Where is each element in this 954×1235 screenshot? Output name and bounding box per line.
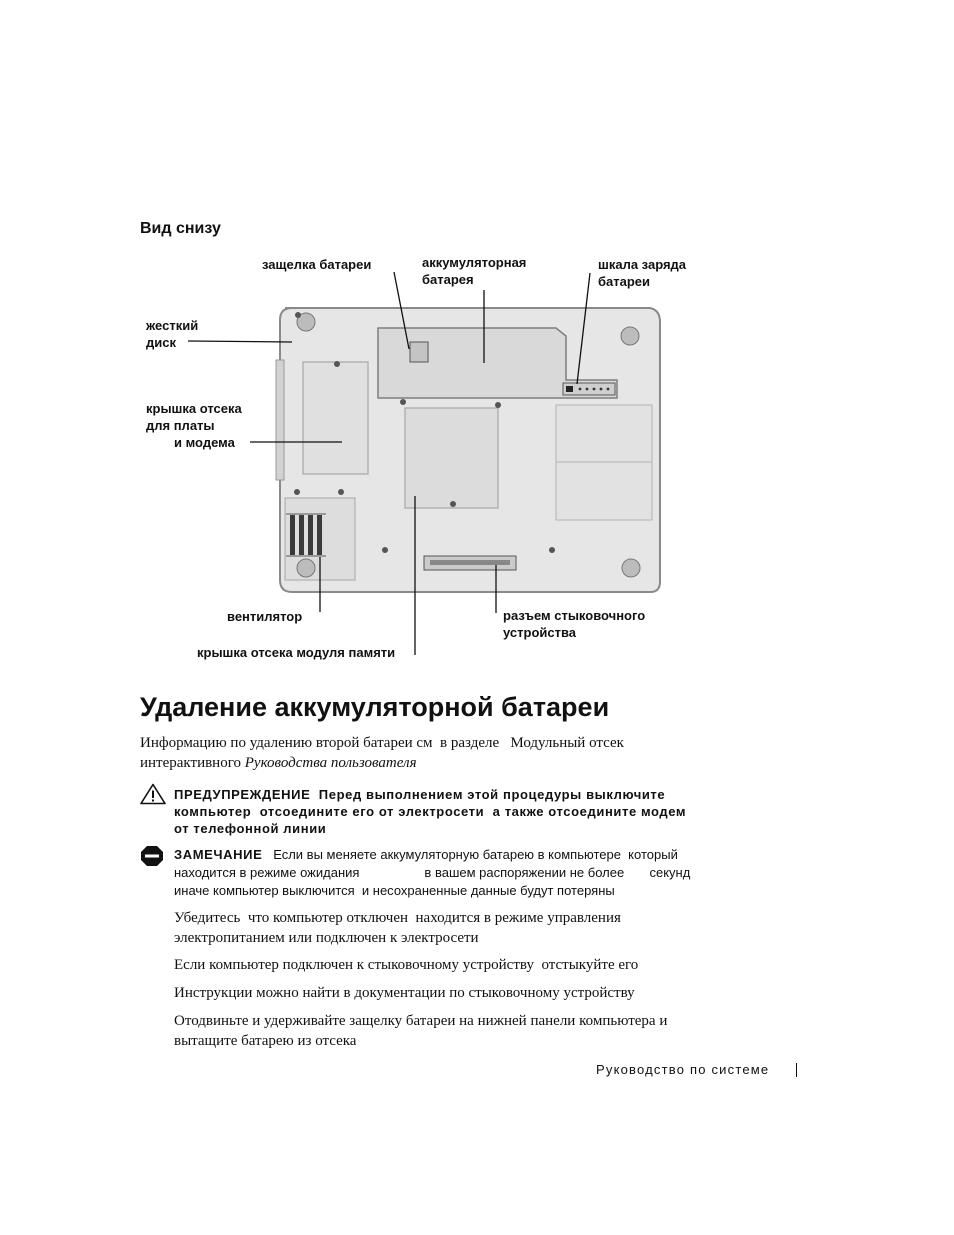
callout-modem-cover bbox=[146, 400, 242, 451]
callout-battery-latch: защелка батареи bbox=[262, 257, 372, 272]
step-line: Если компьютер подключен к стыковочному устройству отстыкуйте его bbox=[174, 957, 639, 973]
step-line: электропитанием или подключен к электросети bbox=[174, 930, 479, 946]
footer-divider bbox=[796, 1063, 797, 1077]
intro-paragraph bbox=[140, 733, 700, 773]
footer-title: Руководство по системе bbox=[596, 1062, 770, 1077]
notice-line: находится в режиме ожидания в вашем распоряжении не более секунд bbox=[174, 865, 691, 880]
callout-battery bbox=[422, 254, 526, 288]
notice-line: иначе компьютер выключится и несохраненные данные будут потеряны bbox=[174, 883, 615, 898]
procedure-step bbox=[174, 908, 754, 948]
warning-text bbox=[174, 786, 774, 837]
step-line: вытащите батарею из отсека bbox=[174, 1033, 357, 1049]
intro-italic-ref: Руководства пользователя bbox=[244, 755, 417, 771]
rubber-foot bbox=[622, 559, 640, 577]
step-line: Отодвиньте и удерживайте защелку батареи на нижней панели компьютера и bbox=[174, 1013, 668, 1029]
callout-line: устройства bbox=[503, 625, 577, 640]
callout-memory-cover: крышка отсека модуля памяти bbox=[197, 645, 396, 660]
callout-fan: вентилятор bbox=[227, 609, 303, 624]
notice-icon bbox=[140, 845, 164, 867]
step-line: Инструкции можно найти в документации по стыковочному устройству bbox=[174, 985, 635, 1001]
callout-line: батарея bbox=[422, 272, 474, 287]
battery-latch-shape bbox=[410, 342, 428, 362]
callout-line: для платы bbox=[146, 418, 215, 433]
callout-line: шкала заряда bbox=[598, 257, 687, 272]
rubber-foot bbox=[621, 327, 639, 345]
memory-cover-shape bbox=[405, 408, 498, 508]
procedure-step bbox=[174, 955, 754, 975]
callout-charge-gauge bbox=[598, 256, 686, 290]
intro-line: Информацию по удалению второй батареи см в разделе Модульный отсек bbox=[140, 735, 624, 751]
callout-line: жесткий bbox=[146, 318, 199, 333]
leader-line bbox=[188, 341, 292, 342]
warning-line: от телефонной линии bbox=[174, 821, 327, 836]
warning-line: Перед выполнением этой процедуры выключите bbox=[310, 787, 666, 802]
procedure-step bbox=[174, 983, 754, 1003]
callout-docking-connector bbox=[503, 607, 645, 641]
callout-line: диск bbox=[146, 335, 176, 350]
callout-line: разъем стыковочного bbox=[503, 608, 646, 623]
notice-text bbox=[174, 846, 754, 900]
notice-keyword: ЗАМЕЧАНИЕ bbox=[174, 847, 263, 862]
modem-cover-shape bbox=[303, 362, 368, 474]
notice-line: Если вы меняете аккумуляторную батарею в компьютере который bbox=[262, 847, 678, 862]
figure-heading: Вид снизу bbox=[140, 220, 221, 237]
callout-hard-drive bbox=[146, 317, 198, 351]
section-title: Удаление аккумуляторной батареи bbox=[140, 692, 610, 722]
callout-line: аккумуляторная bbox=[422, 255, 527, 270]
step-line: Убедитесь что компьютер отключен находится в режиме управления bbox=[174, 910, 621, 926]
procedure-step bbox=[174, 1011, 754, 1051]
callout-line: крышка отсека bbox=[146, 401, 242, 416]
intro-line: интерактивного bbox=[140, 755, 245, 771]
warning-line: компьютер отсоедините его от электросети а также отсоедините модем bbox=[174, 804, 687, 819]
callout-line: батареи bbox=[598, 274, 651, 289]
callout-line: и модема bbox=[174, 435, 235, 450]
laptop-left-edge bbox=[276, 360, 284, 480]
warning-icon bbox=[140, 783, 166, 805]
rubber-foot bbox=[297, 559, 315, 577]
warning-keyword: ПРЕДУПРЕЖДЕНИЕ bbox=[174, 787, 311, 802]
